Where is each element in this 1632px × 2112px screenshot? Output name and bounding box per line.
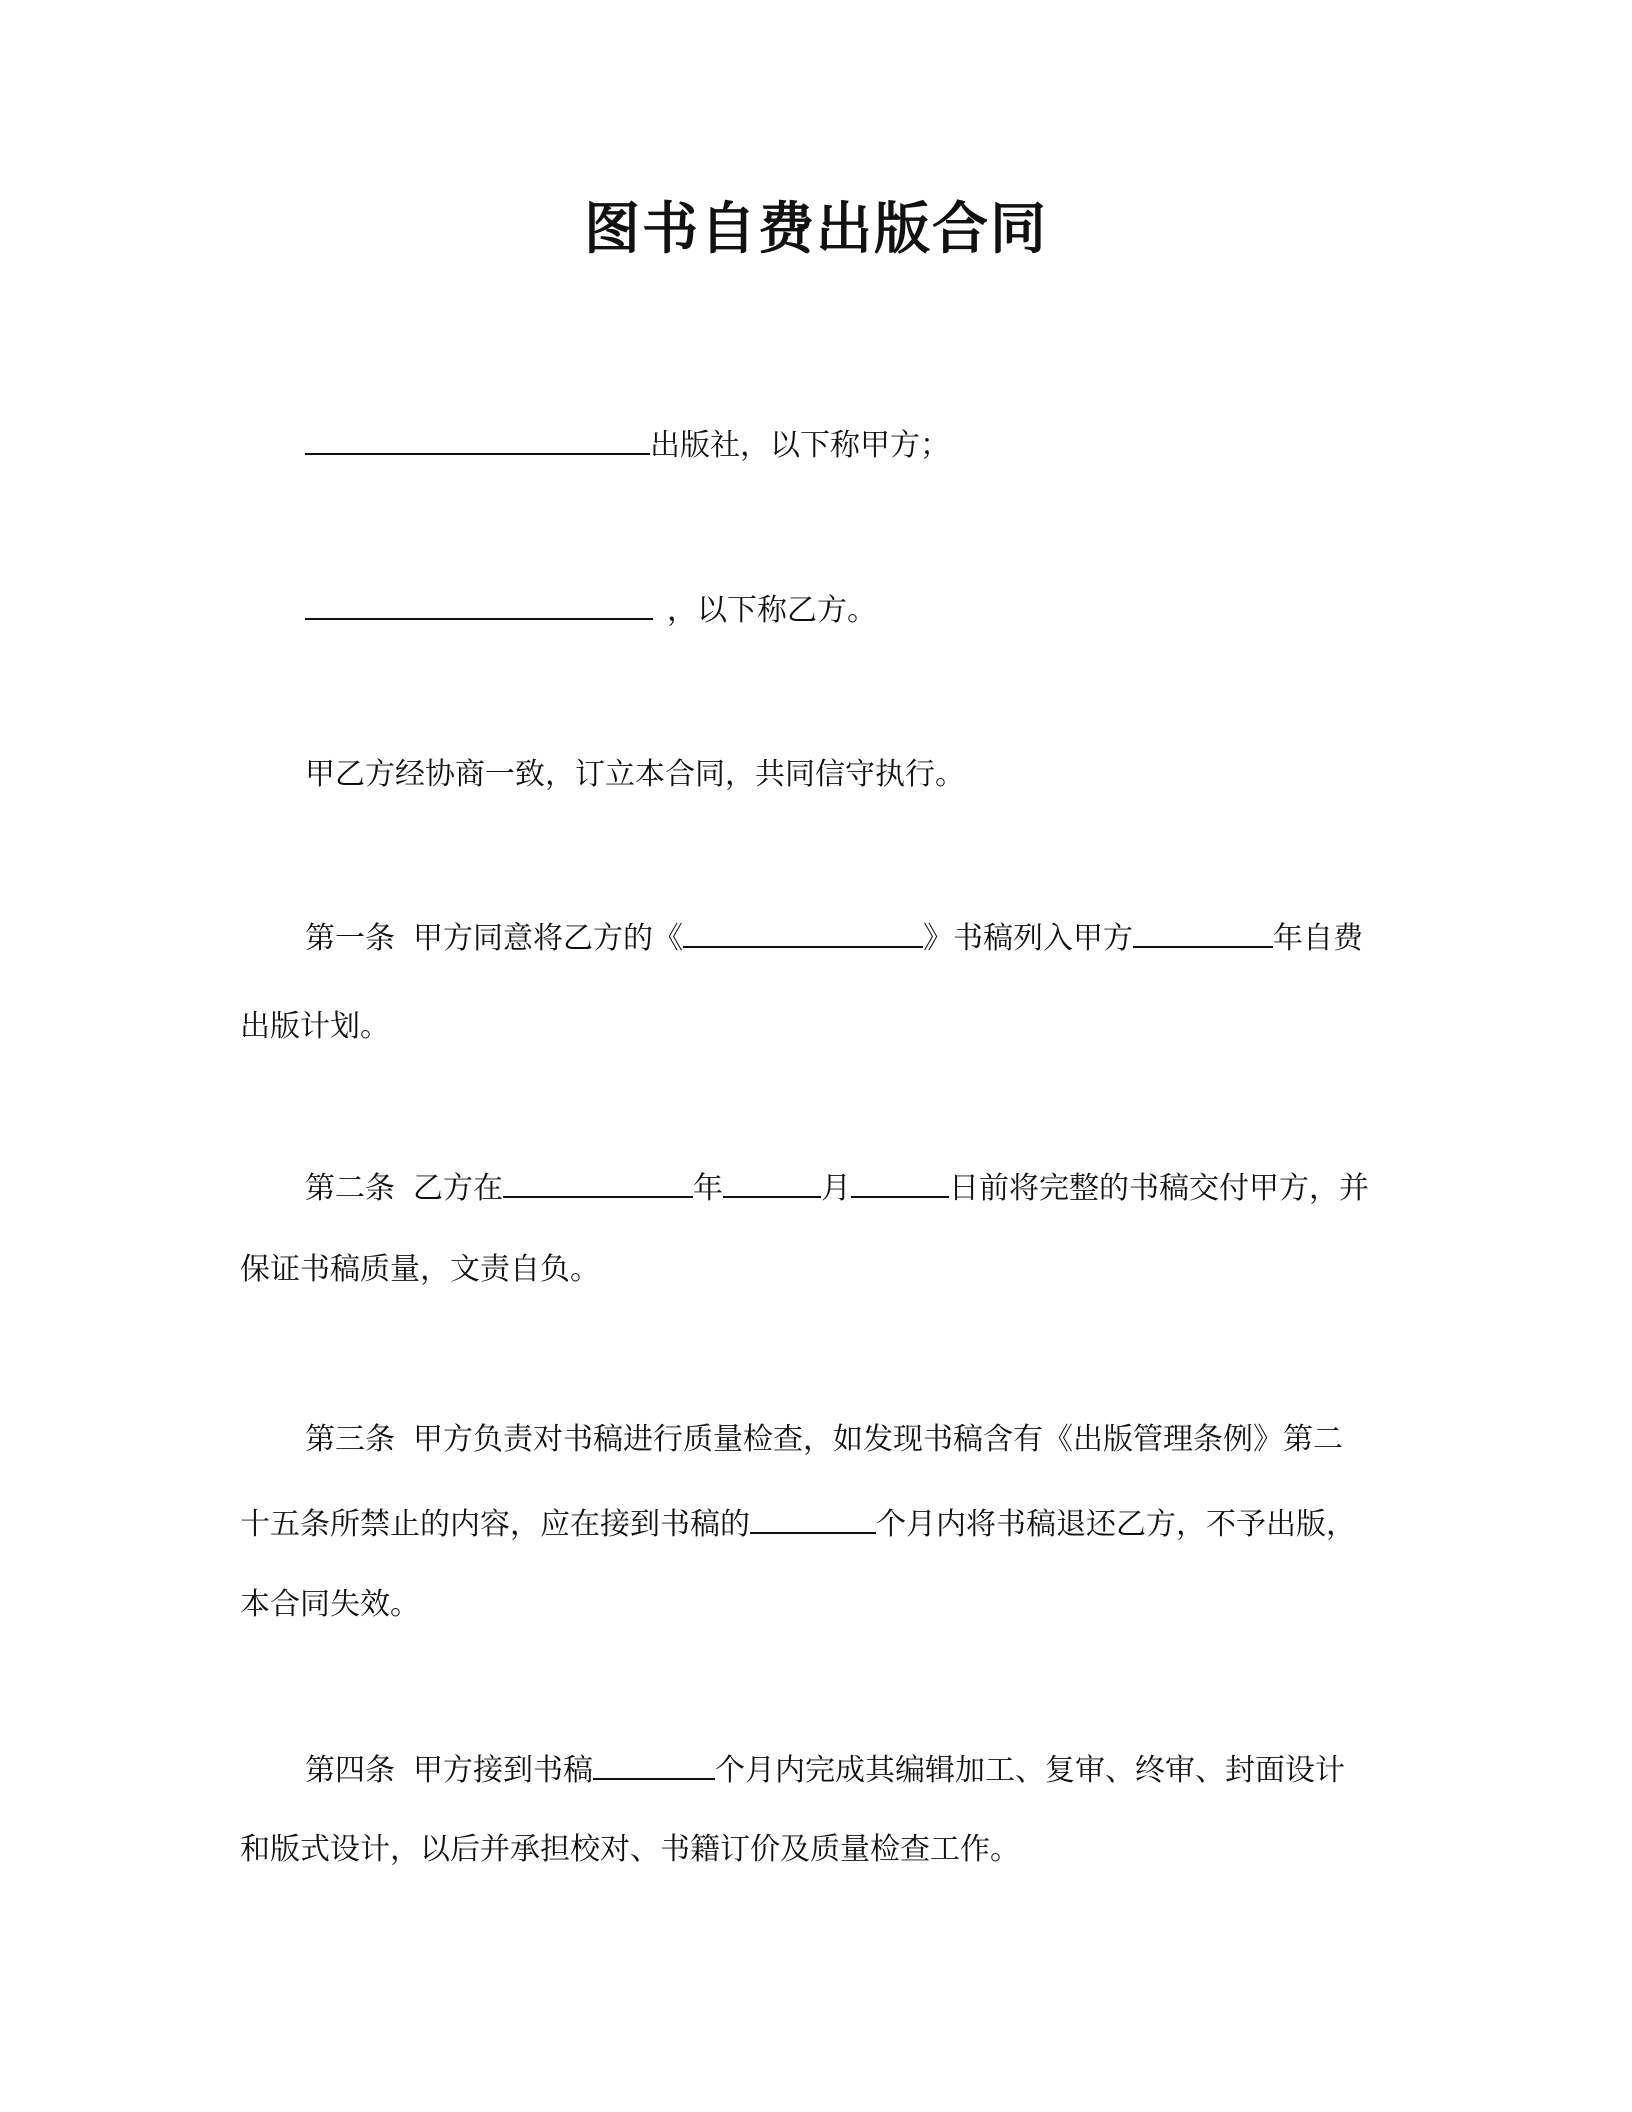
article-3-line-3: 本合同失效。: [240, 1587, 420, 1622]
year-blank[interactable]: [1133, 918, 1273, 948]
party-b-line: [305, 590, 1445, 631]
party-a-line: [305, 425, 1445, 466]
year-blank[interactable]: [503, 1168, 693, 1198]
months-blank[interactable]: [593, 1750, 715, 1780]
blank-field[interactable]: [305, 590, 653, 620]
article-2-line-1: 第二条 乙方在 年 月 日前将完整的书稿交付甲方，并: [305, 1168, 1445, 1209]
party-a-text: 出版社，以下称甲方；: [650, 428, 950, 463]
article-3-line-2: 十五条所禁止的内容，应在接到书稿的 个月内将书稿退还乙方，不予出版，: [240, 1504, 1380, 1545]
book-title-blank[interactable]: [683, 918, 923, 948]
blank-field[interactable]: [305, 425, 650, 455]
article-4-line-2: 和版式设计，以后并承担校对、书籍订价及质量检查工作。: [240, 1832, 1020, 1867]
article-1-line-2: 出版计划。: [240, 1009, 390, 1044]
article-label: 第一条: [305, 921, 395, 956]
intro-paragraph: 甲乙方经协商一致，订立本合同，共同信守执行。: [305, 757, 965, 792]
months-blank[interactable]: [750, 1504, 876, 1534]
article-3-line-1: 第三条 甲方负责对书稿进行质量检查，如发现书稿含有《出版管理条例》第二: [305, 1422, 1343, 1457]
article-label: 第二条: [305, 1171, 395, 1206]
party-b-text: ，以下称乙方。: [667, 593, 877, 628]
article-label: 第三条: [305, 1422, 395, 1457]
article-2-line-2: 保证书稿质量，文责自负。: [240, 1252, 600, 1287]
article-label: 第四条: [305, 1753, 395, 1788]
day-blank[interactable]: [851, 1168, 949, 1198]
article-4-line-1: 第四条 甲方接到书稿 个月内完成其编辑加工、复审、终审、封面设计: [305, 1750, 1445, 1791]
month-blank[interactable]: [723, 1168, 821, 1198]
article-1-line-1: 第一条 甲方同意将乙方的《 》书稿列入甲方 年自费: [305, 918, 1445, 959]
page-title: 图书自费出版合同: [584, 197, 1048, 262]
